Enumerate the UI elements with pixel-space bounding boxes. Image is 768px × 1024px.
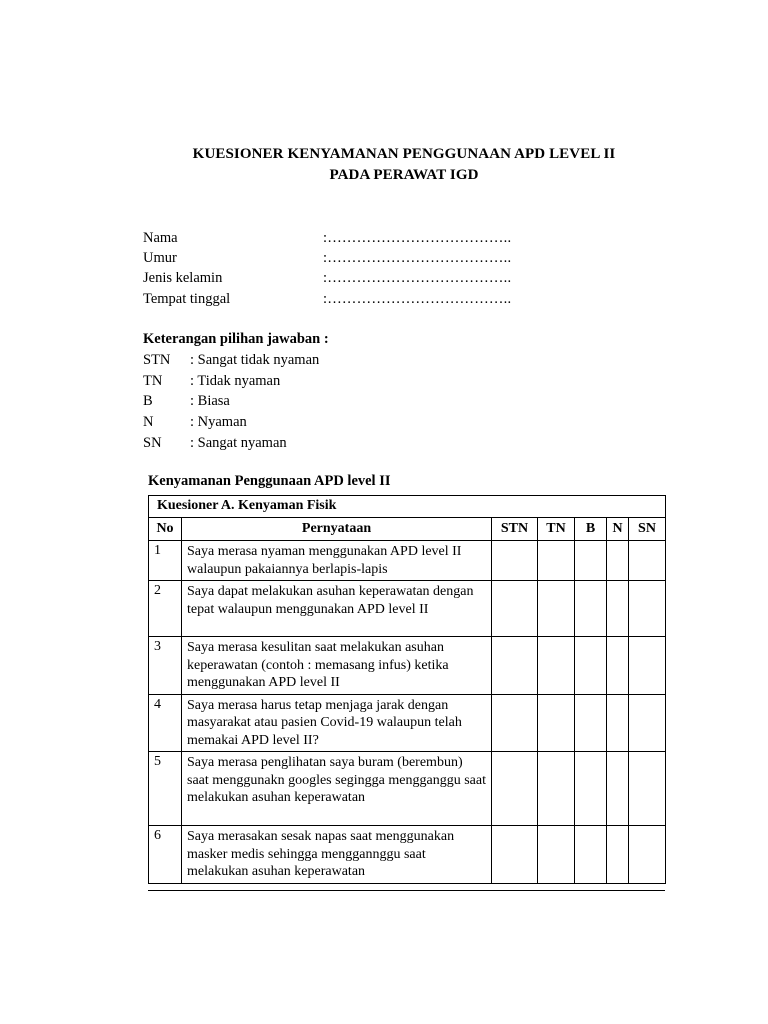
document-title-line-1: KUESIONER KENYAMANAN PENGGUNAAN APD LEVEL II [192, 146, 616, 162]
legend-title: Keterangan pilihan jawaban : [143, 331, 329, 347]
legend-code: SN [143, 435, 162, 451]
answer-cell-n[interactable] [607, 581, 629, 637]
answer-cell-tn[interactable] [538, 694, 575, 752]
legend-desc: : Sangat tidak nyaman [190, 352, 320, 368]
identity-label: Nama [143, 230, 178, 246]
row-statement: Saya merasakan sesak napas saat menggunakan masker medis sehingga menggannggu saat melakukan asuhan keperawatan [182, 826, 492, 884]
answer-cell-b[interactable] [575, 752, 607, 826]
legend-code: N [143, 414, 154, 430]
answer-cell-stn[interactable] [492, 541, 538, 581]
answer-cell-tn[interactable] [538, 637, 575, 695]
legend-code: STN [143, 352, 171, 368]
table-section-header: Kuesioner A. Kenyaman Fisik [149, 496, 666, 518]
identity-fill-line[interactable]: :……………………………….. [323, 250, 512, 266]
answer-cell-b[interactable] [575, 637, 607, 695]
document-title-line-2: PADA PERAWAT IGD [329, 167, 479, 183]
answer-cell-n[interactable] [607, 826, 629, 884]
answer-cell-stn[interactable] [492, 752, 538, 826]
identity-fill-line[interactable]: :……………………………….. [323, 291, 512, 307]
column-header-stn: STN [492, 518, 538, 541]
column-header-tn: TN [538, 518, 575, 541]
row-number: 3 [149, 637, 182, 695]
answer-cell-sn[interactable] [629, 637, 666, 695]
table-row [149, 826, 666, 884]
page-bottom-rule [148, 890, 665, 891]
answer-cell-b[interactable] [575, 826, 607, 884]
section-title: Kenyamanan Penggunaan APD level II [148, 473, 391, 489]
table-row [149, 694, 666, 752]
identity-label: Tempat tinggal [143, 291, 231, 307]
column-header-no: No [149, 518, 182, 541]
answer-cell-stn[interactable] [492, 694, 538, 752]
answer-cell-n[interactable] [607, 752, 629, 826]
answer-cell-tn[interactable] [538, 826, 575, 884]
row-statement: Saya merasa harus tetap menjaga jarak dengan masyarakat atau pasien Covid-19 walaupun telah memakai APD level II? [182, 694, 492, 752]
legend-desc: : Biasa [190, 393, 230, 409]
answer-cell-sn[interactable] [629, 752, 666, 826]
row-statement: Saya merasa nyaman menggunakan APD level II walaupun pakaiannya berlapis-lapis [182, 541, 492, 581]
answer-cell-stn[interactable] [492, 637, 538, 695]
answer-cell-stn[interactable] [492, 826, 538, 884]
answer-cell-tn[interactable] [538, 581, 575, 637]
legend-desc: : Tidak nyaman [190, 373, 281, 389]
column-header-n: N [607, 518, 629, 541]
answer-cell-sn[interactable] [629, 694, 666, 752]
row-number: 2 [149, 581, 182, 637]
answer-cell-sn[interactable] [629, 826, 666, 884]
row-number: 6 [149, 826, 182, 884]
identity-label: Jenis kelamin [143, 270, 223, 286]
answer-cell-n[interactable] [607, 637, 629, 695]
identity-fill-line[interactable]: :……………………………….. [323, 270, 512, 286]
questionnaire-table [148, 495, 666, 884]
row-statement: Saya merasa penglihatan saya buram (berembun) saat menggunakn googles segingga mengganggu saat melakukan asuhan keperawatan [182, 752, 492, 826]
answer-cell-tn[interactable] [538, 541, 575, 581]
identity-label: Umur [143, 250, 177, 266]
identity-fill-line[interactable]: :……………………………….. [323, 230, 512, 246]
answer-cell-b[interactable] [575, 694, 607, 752]
legend-desc: : Sangat nyaman [190, 435, 287, 451]
table-row [149, 581, 666, 637]
legend-desc: : Nyaman [190, 414, 247, 430]
row-number: 4 [149, 694, 182, 752]
answer-cell-n[interactable] [607, 541, 629, 581]
answer-cell-tn[interactable] [538, 752, 575, 826]
column-header-sn: SN [629, 518, 666, 541]
legend-code: TN [143, 373, 163, 389]
row-statement: Saya merasa kesulitan saat melakukan asuhan keperawatan (contoh : memasang infus) ketika menggunakan APD level II [182, 637, 492, 695]
column-header-b: B [575, 518, 607, 541]
row-number: 1 [149, 541, 182, 581]
row-number: 5 [149, 752, 182, 826]
table-row [149, 637, 666, 695]
answer-cell-b[interactable] [575, 581, 607, 637]
table-row [149, 541, 666, 581]
answer-cell-sn[interactable] [629, 581, 666, 637]
answer-cell-b[interactable] [575, 541, 607, 581]
row-statement: Saya dapat melakukan asuhan keperawatan dengan tepat walaupun menggunakan APD level II [182, 581, 492, 637]
answer-cell-sn[interactable] [629, 541, 666, 581]
answer-cell-stn[interactable] [492, 581, 538, 637]
legend-code: B [143, 393, 153, 409]
answer-cell-n[interactable] [607, 694, 629, 752]
column-header-statement: Pernyataan [182, 518, 492, 541]
table-row [149, 752, 666, 826]
